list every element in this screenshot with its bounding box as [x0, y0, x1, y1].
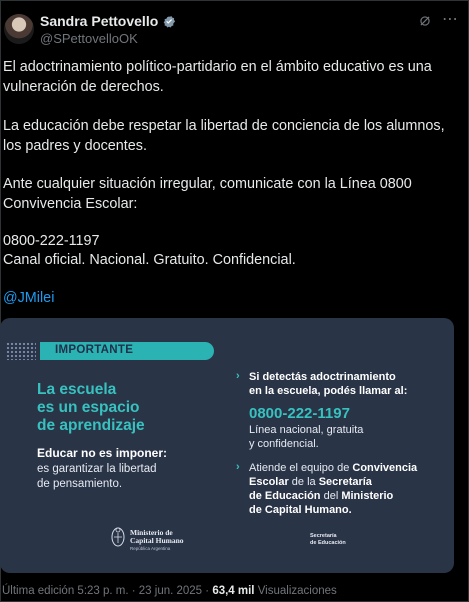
more-icon[interactable]: ⋯	[442, 11, 458, 28]
card-phone: 0800-222-1197	[249, 405, 350, 422]
text-line: de Educación	[310, 539, 346, 546]
author-row	[40, 13, 176, 29]
card-attends-text	[249, 461, 429, 517]
card-right-bold	[249, 370, 429, 398]
card-right-text	[249, 424, 419, 451]
text-line: Ministerio de	[130, 528, 173, 537]
tweet-image[interactable]	[0, 318, 454, 573]
author-handle[interactable]: @SPettovelloOK	[40, 31, 138, 46]
ministry-logo-text	[130, 529, 184, 553]
headline-line: La escuela	[37, 381, 117, 398]
tweet-phone: 0800-222-1197	[3, 233, 100, 249]
text-line: Línea nacional, gratuita	[249, 424, 364, 436]
secretaria-logo-text	[310, 533, 346, 546]
text-line: Secretaría	[310, 533, 337, 539]
card-left-bold: Educar no es imponer:	[37, 446, 168, 460]
author-name[interactable]: Sandra Pettovello	[40, 13, 159, 29]
text-line: es garantizar la libertad	[37, 463, 157, 475]
card-headline	[37, 381, 207, 435]
text-span: Escolar	[249, 476, 289, 488]
tweet-paragraph-1: El adoctrinamiento político-partidario en el ámbito educativo es una vulneración de derechos.	[3, 59, 432, 95]
text-span: del	[320, 490, 342, 502]
verified-badge-icon	[162, 14, 176, 28]
text-span: Atiende el equipo de	[249, 462, 353, 474]
text-line: Si detectás adoctrinamiento	[249, 371, 396, 383]
text-span: Convivencia	[352, 462, 418, 474]
tweet-meta	[2, 585, 337, 597]
mention-link[interactable]: @JMilei	[3, 290, 55, 306]
tweet-paragraph-3: Ante cualquier situación irregular, comunicate con la Línea 0800 Convivencia Escolar:	[3, 176, 412, 212]
headline-line: de aprendizaje	[37, 417, 145, 434]
text-span: de la	[288, 476, 319, 488]
text-line: Capital Humano	[130, 536, 184, 545]
coat-of-arms-icon	[110, 525, 126, 549]
text-span: de Educación	[249, 490, 321, 502]
headline-line: es un espacio	[37, 399, 140, 416]
tweet-channel: Canal oficial. Nacional. Gratuito. Confidencial.	[3, 252, 296, 268]
avatar[interactable]	[4, 14, 34, 44]
important-badge-label: IMPORTANTE	[55, 344, 134, 356]
text-span: de Capital Humano.	[249, 504, 352, 516]
edited-timestamp[interactable]: Última edición 5:23 p. m. · 23 jun. 2025 ·	[2, 585, 213, 597]
chevron-right-icon: ›	[236, 461, 240, 473]
text-span: Secretaría	[318, 476, 372, 488]
views-count: 63,4 mil	[212, 585, 255, 597]
grok-icon[interactable]	[418, 14, 432, 28]
chevron-right-icon: ›	[236, 370, 240, 382]
text-line: en la escuela, podés llamar al:	[249, 385, 408, 397]
text-line: de pensamiento.	[37, 478, 123, 490]
views-label: Visualizaciones	[254, 585, 337, 597]
card-left-text	[37, 462, 207, 492]
text-line: y confidencial.	[249, 437, 319, 450]
tweet-paragraph-2: La educación debe respetar la libertad de conciencia de los alumnos, los padres y docentes.	[3, 118, 445, 154]
text-span: Ministerio	[341, 490, 394, 502]
dot-pattern	[6, 342, 36, 360]
text-line: República Argentina	[130, 546, 171, 551]
